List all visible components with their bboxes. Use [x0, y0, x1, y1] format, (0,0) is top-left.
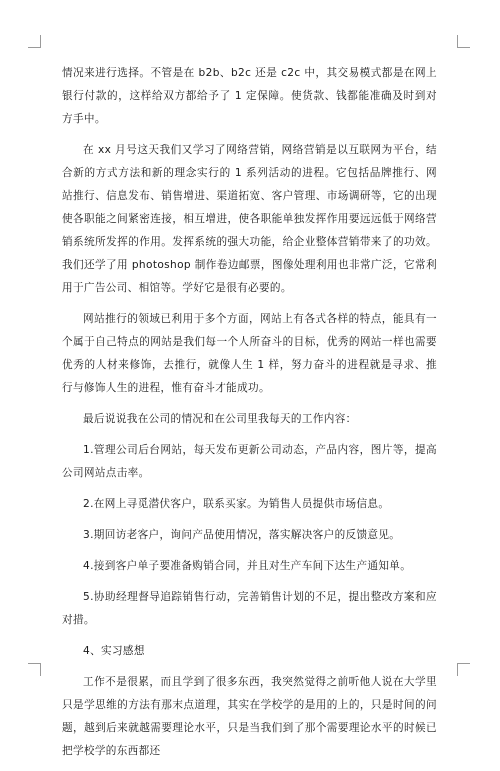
document-body [62, 62, 437, 771]
list-item-duty-1: 1.管理公司后台网站，每天发布更新公司动态，产品内容，图片等，提高公司网站点击率。 [62, 444, 437, 479]
crop-mark-bottom-left [28, 663, 41, 676]
list-item-duty-3: 3.期回访老客户，询问产品使用情况，落实解决客户的反馈意见。 [83, 529, 401, 541]
paragraph-network-marketing: 在 xx 月号这天我们又学习了网络营销，网络营销是以互联网为平台，结合新的方式方法和新的理念实行的 1 系列活动的进程。它包括品牌推行、网站推行、信息发布、销售增进、渠道拓宽、客户管理、市场调研等，它的出现使各职能之间紧密连接，相互增进，使各职能单独发挥作用要远远低于网络营销系统所发挥的作用。发挥系统的强大功能，给企业整体营销带来了的功效。我们还学了用 photoshop 制作卷边邮票，图像处理利用也非常广泛，它常利用于广告公司、相馆等。学好它是很有必要的。 [62, 144, 437, 294]
list-item-duty-2: 2.在网上寻觅潜伏客户，联系买家。为销售人员提供市场信息。 [83, 498, 390, 510]
paragraph-reflection: 工作不是很累，而且学到了很多东西，我突然觉得之前听他人说在大学里只是学思维的方法有那末点道理，其实在学校学的是用的上的，只是时间的问题，越到后来就越需要理论水平，只是当我们到了那个需要理论水平的时候已把学校学的东西都还 [62, 676, 437, 757]
section-heading-internship-reflection: 4、实习感想 [83, 645, 145, 657]
paragraph-work-intro: 最后说说我在公司的情况和在公司里我每天的工作内容： [83, 413, 357, 425]
list-item-duty-4: 4.接到客户单子要准备购销合同，并且对生产车间下达生产通知单。 [83, 560, 412, 572]
paragraph-payment: 情况来进行选择。不管是在 b2b、b2c 还是 c2c 中，其交易模式都是在网上银行付款的，这样给双方都给予了 1 定保障。使货款、钱都能准确及时到对方手中。 [62, 67, 437, 125]
list-item-duty-5: 5.协助经理督导追踪销售行动，完善销售计划的不足，提出整改方案和应对措。 [62, 591, 437, 626]
crop-mark-top-left [28, 35, 41, 48]
crop-mark-bottom-right [457, 663, 470, 676]
crop-mark-top-right [457, 35, 470, 48]
paragraph-website-promotion: 网站推行的领域已利用于多个方面，网站上有各式各样的特点，能具有一个属于自己特点的网站是我们每一个人所奋斗的目标，优秀的网站一样也需要优秀的人材来修饰，去推行，就像人生 1 样，努力奋斗的进程就是寻求、推行与修饰人生的进程，惟有奋斗才能成功。 [62, 313, 437, 394]
